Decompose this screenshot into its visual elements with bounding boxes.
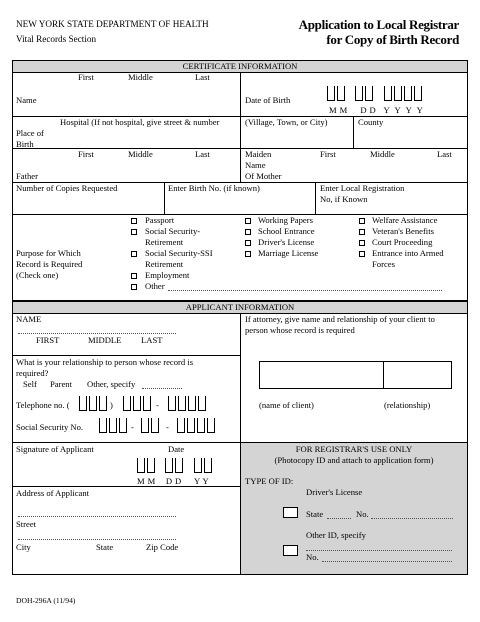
sig-date-month-2[interactable] <box>147 458 155 473</box>
father-first-caption: First <box>78 149 94 159</box>
form-number: DOH-296A (11/94) <box>16 596 76 605</box>
child-name-label: Name <box>16 95 37 105</box>
copies-label: Number of Copies Requested <box>16 183 118 193</box>
father-label: Father <box>16 171 38 181</box>
mother-first-caption: First <box>320 149 336 159</box>
registrar-heading: FOR REGISTRAR'S USE ONLY <box>295 444 413 454</box>
sig-date-mask: M M D D Y Y <box>137 476 210 486</box>
purpose-passport-label: Passport <box>145 215 175 225</box>
form-title-line2: for Copy of Birth Record <box>326 32 459 47</box>
dl-number-label: No. <box>356 509 369 519</box>
county-caption: County <box>358 117 384 127</box>
ssn-3[interactable] <box>119 418 127 433</box>
client-name-field[interactable] <box>260 362 382 388</box>
hospital-caption: Hospital (If not hospital, give street & number <box>60 117 220 127</box>
purpose-school-entrance-label: School Entrance <box>258 226 315 236</box>
purpose-label-2: Record is Required <box>16 259 83 269</box>
ssn-4[interactable] <box>141 418 149 433</box>
local-registration-label-1: Enter Local Registration <box>320 183 405 193</box>
phone-area-1[interactable] <box>79 396 87 411</box>
attorney-instruction-2: person whose record is required <box>245 325 355 335</box>
phone-line-1[interactable] <box>168 396 176 411</box>
mother-middle-caption: Middle <box>370 149 395 159</box>
telephone-label: Telephone no. ( <box>16 400 70 410</box>
form-title-line1: Application to Local Registrar <box>298 17 459 32</box>
signature-label: Signature of Applicant <box>16 444 94 454</box>
street-label: Street <box>16 519 37 529</box>
purpose-veterans-label: Veteran's Benefits <box>372 226 434 236</box>
section-name: Vital Records Section <box>16 34 97 44</box>
dl-number-field[interactable] <box>371 518 453 519</box>
agency-name: NEW YORK STATE DEPARTMENT OF HEALTH <box>16 19 209 29</box>
purpose-drivers-license-checkbox[interactable] <box>245 240 251 246</box>
phone-dash: - <box>156 400 159 410</box>
phone-prefix-3[interactable] <box>143 396 151 411</box>
purpose-ss-retirement-label: Social Security- <box>145 226 201 236</box>
dob-month-1[interactable] <box>327 86 335 101</box>
dob-day-1[interactable] <box>355 86 363 101</box>
purpose-employment-label: Employment <box>145 270 190 280</box>
signature-field[interactable] <box>16 455 126 483</box>
dob-year-2[interactable] <box>394 86 402 101</box>
drivers-license-checkbox[interactable] <box>283 507 298 518</box>
ssn-7[interactable] <box>187 418 195 433</box>
purpose-employment-checkbox[interactable] <box>131 273 137 279</box>
dob-mask: M M D D Y Y Y Y <box>329 105 424 115</box>
purpose-ss-retirement-checkbox[interactable] <box>131 229 137 235</box>
dl-state-field[interactable] <box>327 518 351 519</box>
zip-label: Zip Code <box>146 542 179 552</box>
sig-date-year-1[interactable] <box>194 458 202 473</box>
purpose-drivers-license-label: Driver's License <box>258 237 315 247</box>
purpose-passport-checkbox[interactable] <box>131 218 137 224</box>
purpose-court-checkbox[interactable] <box>359 240 365 246</box>
applicant-heading: APPLICANT INFORMATION <box>185 302 295 312</box>
signature-date-label: Date <box>168 444 185 454</box>
name-first-caption: First <box>78 72 94 82</box>
ssn-dash-2: - <box>166 422 169 432</box>
attorney-instruction-1: If attorney, give name and relationship of your client to <box>245 314 435 324</box>
maiden-label-3: Of Mother <box>245 171 282 181</box>
place-label-2: Birth <box>16 139 34 149</box>
relationship-parent-option[interactable]: Parent <box>50 379 72 389</box>
purpose-ssi-retirement-checkbox[interactable] <box>131 251 137 257</box>
dob-year-1[interactable] <box>384 86 392 101</box>
sig-date-day-2[interactable] <box>175 458 183 473</box>
applicant-name-field[interactable] <box>18 333 176 334</box>
mother-last-caption: Last <box>437 149 452 159</box>
name-middle-caption: Middle <box>128 72 153 82</box>
purpose-label-1: Purpose for Which <box>16 248 81 258</box>
father-middle-caption: Middle <box>128 149 153 159</box>
relationship-question-1: What is your relationship to person whose record is <box>16 357 194 367</box>
applicant-name-label: NAME <box>16 314 42 324</box>
father-last-caption: Last <box>195 149 210 159</box>
applicant-first-caption: FIRST <box>36 335 60 345</box>
city-label: City <box>16 542 31 552</box>
relationship-other-field[interactable] <box>142 388 182 389</box>
ssn-label: Social Security No. <box>16 422 84 432</box>
purpose-armed-forces-label-2: Forces <box>372 259 395 269</box>
purpose-armed-forces-checkbox[interactable] <box>359 251 365 257</box>
other-id-number-label: No. <box>306 552 319 562</box>
purpose-working-papers-checkbox[interactable] <box>245 218 251 224</box>
purpose-other-label: Other <box>145 281 165 291</box>
dob-day-2[interactable] <box>365 86 373 101</box>
relationship-other-option[interactable]: Other, specify <box>87 379 136 389</box>
applicant-middle-caption: MIDDLE <box>88 335 122 345</box>
phone-line-2[interactable] <box>178 396 186 411</box>
ssn-9[interactable] <box>207 418 215 433</box>
maiden-label-2: Name <box>245 160 266 170</box>
relationship-self-option[interactable]: Self <box>23 379 37 389</box>
dob-label: Date of Birth <box>245 95 291 105</box>
purpose-marriage-license-label: Marriage License <box>258 248 319 258</box>
purpose-ss-retirement-label-2: Retirement <box>145 237 184 247</box>
dob-month-2[interactable] <box>337 86 345 101</box>
dob-year-3[interactable] <box>404 86 412 101</box>
applicant-last-caption: LAST <box>141 335 163 345</box>
purpose-veterans-checkbox[interactable] <box>359 229 365 235</box>
ssn-1[interactable] <box>99 418 107 433</box>
relationship-question-2: required? <box>16 368 49 378</box>
dl-state-label: State <box>306 509 324 519</box>
state-label: State <box>96 542 114 552</box>
ssn-8[interactable] <box>197 418 205 433</box>
phone-area-2[interactable] <box>89 396 97 411</box>
local-registration-label-2: No, if Known <box>320 194 368 204</box>
sig-date-month-1[interactable] <box>137 458 145 473</box>
client-relationship-caption: (relationship) <box>384 400 431 410</box>
village-caption: (Village, Town, or City) <box>245 117 328 127</box>
other-id-number-field[interactable] <box>322 561 452 562</box>
ssn-5[interactable] <box>151 418 159 433</box>
other-id-label: Other ID, specify <box>306 530 366 540</box>
phone-paren: ) <box>110 400 113 410</box>
sig-date-day-1[interactable] <box>165 458 173 473</box>
purpose-armed-forces-label: Entrance into Armed <box>372 248 444 258</box>
ssn-dash-1: - <box>131 422 134 432</box>
client-relationship-field[interactable] <box>385 362 451 388</box>
sig-date-year-2[interactable] <box>204 458 212 473</box>
registrar-subheading: (Photocopy ID and attach to application form) <box>274 455 434 465</box>
purpose-court-label: Court Proceeding <box>372 237 433 247</box>
purpose-working-papers-label: Working Papers <box>258 215 313 225</box>
child-name-field[interactable] <box>60 84 238 114</box>
purpose-label-3: (Check one) <box>16 270 59 280</box>
street-field[interactable] <box>18 516 176 517</box>
ssn-6[interactable] <box>177 418 185 433</box>
address-label: Address of Applicant <box>16 488 90 498</box>
purpose-marriage-license-checkbox[interactable] <box>245 251 251 257</box>
certificate-heading: CERTIFICATE INFORMATION <box>182 61 298 71</box>
city-state-zip-field[interactable] <box>18 539 176 540</box>
purpose-other-field[interactable] <box>168 290 442 291</box>
purpose-welfare-label: Welfare Assistance <box>372 215 438 225</box>
phone-prefix-2[interactable] <box>133 396 141 411</box>
other-id-field[interactable] <box>306 550 452 551</box>
purpose-other-checkbox[interactable] <box>131 284 137 290</box>
client-name-caption: (name of client) <box>259 400 314 410</box>
maiden-label-1: Maiden <box>245 149 272 159</box>
purpose-school-entrance-checkbox[interactable] <box>245 229 251 235</box>
place-label-1: Place of <box>16 128 44 138</box>
phone-prefix-1[interactable] <box>123 396 131 411</box>
phone-line-4[interactable] <box>198 396 206 411</box>
dob-year-4[interactable] <box>414 86 422 101</box>
drivers-license-label: Driver's License <box>306 487 363 497</box>
phone-area-3[interactable] <box>99 396 107 411</box>
purpose-welfare-checkbox[interactable] <box>359 218 365 224</box>
name-last-caption: Last <box>195 72 210 82</box>
purpose-ssi-retirement-label-2: Retirement <box>145 259 184 269</box>
type-of-id-label: TYPE OF ID: <box>245 476 294 486</box>
birth-number-label: Enter Birth No. (if known) <box>168 183 260 193</box>
other-id-checkbox[interactable] <box>283 545 298 556</box>
ssn-2[interactable] <box>109 418 117 433</box>
purpose-ssi-retirement-label: Social Security-SSI <box>145 248 213 258</box>
phone-line-3[interactable] <box>188 396 196 411</box>
